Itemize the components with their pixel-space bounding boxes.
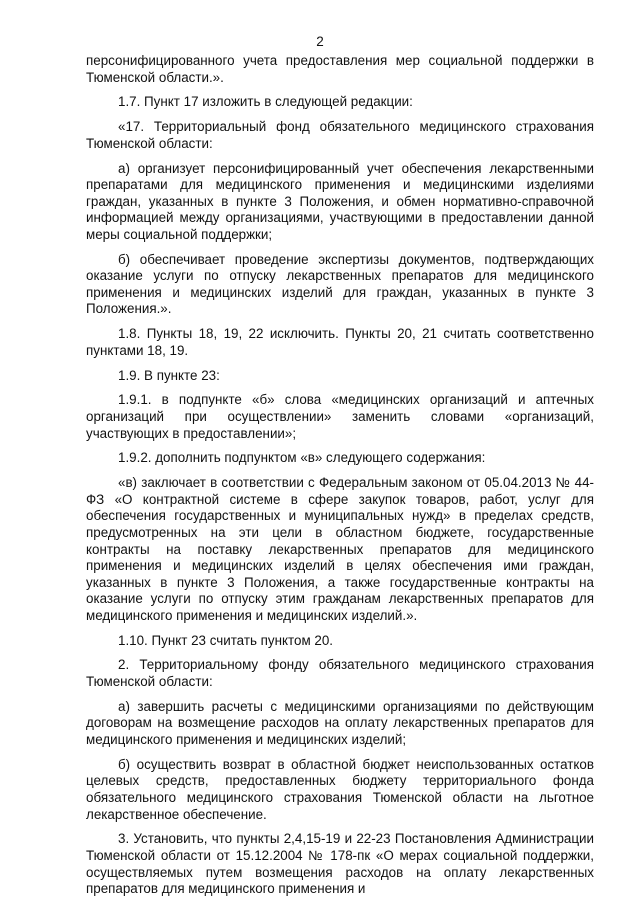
paragraph-2a: а) завершить расчеты с медицинскими организациями по действующим договорам на возмещение расходов на оплату лекарственных препаратов для медицинского применения и медицинских изделий;: [86, 698, 594, 748]
paragraph-1-9: 1.9. В пункте 23:: [118, 367, 220, 383]
paragraph-3: 3. Установить, что пункты 2,4,15-19 и 22-23 Постановления Администрации Тюменской области от 15.12.2004 № 178-пк «О мерах социальной поддержки, осуществляемых путем возмещения расходов на оплату лекарственных препаратов для медицинского применения и: [86, 831, 594, 897]
document-body: [86, 53, 594, 906]
paragraph-1-10: 1.10. Пункт 23 считать пунктом 20.: [118, 632, 333, 648]
paragraph-1-7: 1.7. Пункт 17 изложить в следующей редакции:: [118, 94, 413, 110]
paragraph-17a: а) организует персонифицированный учет обеспечения лекарственными препаратами для медицинского применения и медицинскими изделиями граждан, указанных в пункте 3 Положения, и обмен нормативно-справочной информацией между организациями, участвующими в предоставлении данной меры социальной поддержки;: [86, 160, 594, 242]
page-number: 2: [316, 34, 324, 49]
paragraph-1-9-1: 1.9.1. в подпункте «б» слова «медицинских организаций и аптечных организаций при осуществлении» заменить словами «организаций, участвующих в предоставлении»;: [86, 392, 594, 441]
paragraph-17b: б) обеспечивает проведение экспертизы документов, подтверждающих оказание услуги по отпуску лекарственных препаратов для медицинского применения и медицинских изделий для граждан, указанных в пункте 3 Положения.».: [86, 251, 594, 317]
paragraph-2: 2. Территориальному фонду обязательного медицинского страхования Тюменской области:: [86, 657, 594, 690]
paragraph-continuation: персонифицированного учета предоставления мер социальной поддержки в Тюменской области.».: [86, 53, 594, 85]
paragraph-subpoint-v: «в) заключает в соответствии с Федеральным законом от 05.04.2013 № 44-ФЗ «О контрактной системе в сфере закупок товаров, работ, услуг для обеспечения государственных и муниципальных нужд» в пределах средств, предусмотренных на эти цели в областном бюджете, государственные контракты на поставку лекарственных препаратов для медицинского применения и медицинских изделий в целях обеспечения ими граждан, указанных в пункте 3 Положения, а также государственные контракты на оказание услуги по отпуску этим гражданам лекарственных препаратов для медицинского применения и медицинских изделий.».: [86, 475, 594, 623]
paragraph-1-9-2: 1.9.2. дополнить подпунктом «в» следующего содержания:: [118, 450, 486, 466]
paragraph-2b: б) осуществить возврат в областной бюджет неиспользованных остатков целевых средств, предоставленных бюджету территориального фонда обязательного медицинского страхования Тюменской области на льготное лекарственное обеспечение.: [86, 756, 594, 822]
paragraph-17: «17. Территориальный фонд обязательного медицинского страхования Тюменской области:: [86, 119, 594, 151]
paragraph-1-8: 1.8. Пункты 18, 19, 22 исключить. Пункты 20, 21 считать соответственно пунктами 18, 19.: [86, 326, 594, 358]
